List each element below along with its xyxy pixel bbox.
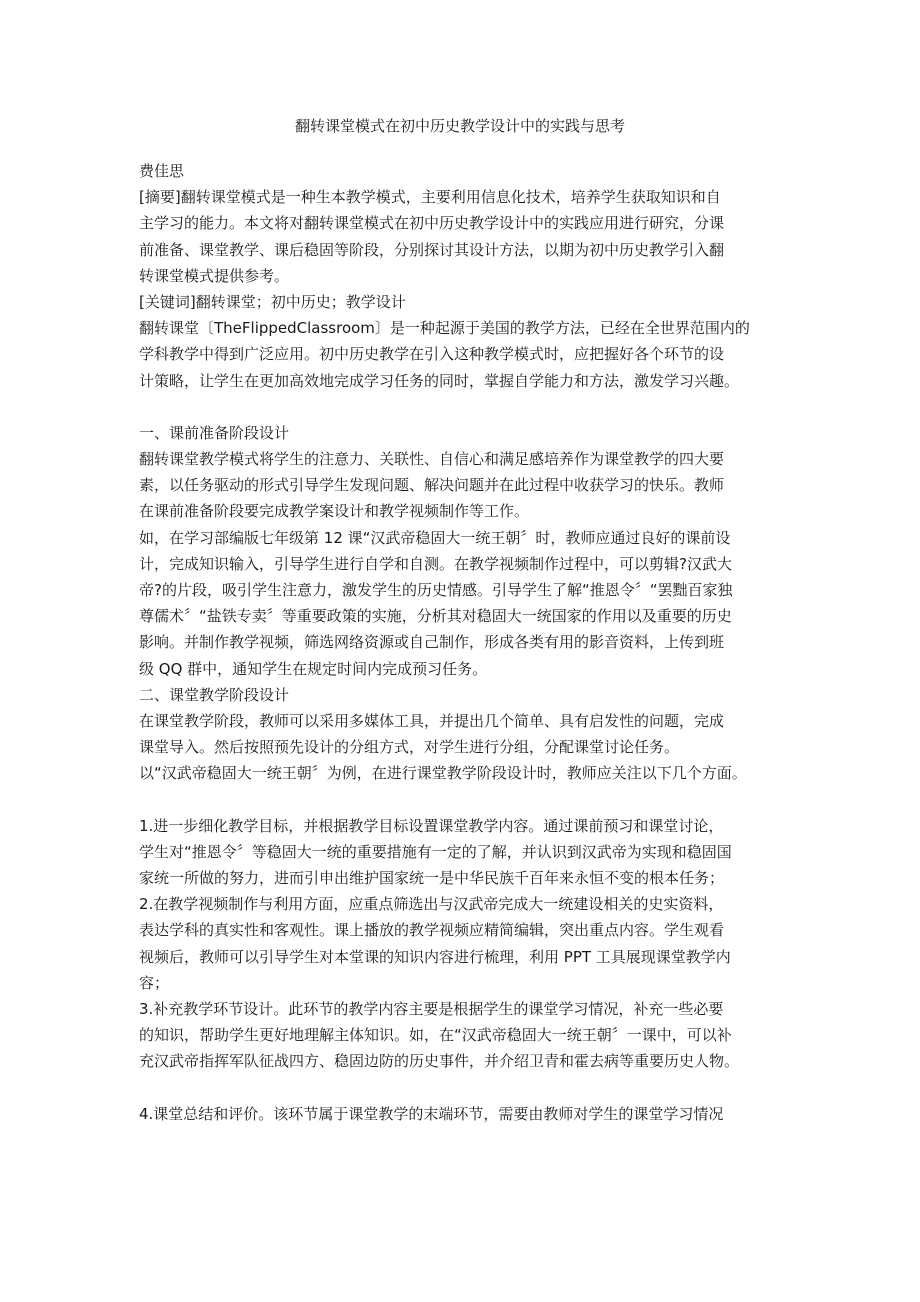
abstract-line: 主学习的能力。本文将对翻转课堂模式在初中历史教学设计中的实践应用进行研究，分课 bbox=[139, 214, 725, 233]
paragraph-line: 翻转课堂教学模式将学生的注意力、关联性、自信心和满足感培养作为课堂教学的四大要 bbox=[139, 450, 725, 469]
paragraph-line: 计策略，让学生在更加高效地完成学习任务的同时，掌握自学能力和方法，激发学习兴趣。 bbox=[139, 371, 740, 390]
paragraph-line: 影响。并制作教学视频，筛选网络资源或自己制作，形成各类有用的影音资料，上传到班 bbox=[139, 633, 725, 652]
list-item-line: 的知识，帮助学生更好地理解主体知识。如，在“汉武帝稳固大一统王朝〞一课中，可以补 bbox=[139, 1026, 732, 1045]
list-item-line: 容； bbox=[139, 973, 170, 992]
list-item-line: 学生对“推恩令〞等稳固大一统的重要措施有一定的了解，并认识到汉武帝为实现和稳固国 bbox=[139, 842, 732, 861]
blank-line bbox=[139, 787, 799, 813]
author-line: 费佳思 bbox=[139, 162, 185, 180]
keywords-line: [关键词]翻转课堂；初中历史；教学设计 bbox=[139, 292, 406, 311]
paragraph-line: 如，在学习部编版七年级第 12 课“汉武帝稳固大一统王朝〞时，教师应通过良好的课前设 bbox=[139, 528, 731, 547]
list-item-line: 家统一所做的努力，进而引申出维护国家统一是中华民族千百年来永恒不变的根本任务； bbox=[139, 869, 725, 888]
paragraph-line: 学科教学中得到广泛应用。初中历史教学在引入这种教学模式时，应把握好各个环节的设 bbox=[139, 345, 725, 364]
paragraph-line: 课堂导入。然后按照预先设计的分组方式，对学生进行分组，分配课堂讨论任务。 bbox=[139, 738, 680, 757]
list-item-line: 3.补充教学环节设计。此环节的教学内容主要是根据学生的课堂学习情况，补充一些必要 bbox=[139, 1000, 724, 1018]
abstract-line: [摘要]翻转课堂模式是一种生本教学模式，主要利用信息化技术，培养学生获取知识和自 bbox=[139, 188, 721, 207]
list-item-line: 表达学科的真实性和客观性。课上播放的教学视频应精简编辑，突出重点内容。学生观看 bbox=[139, 921, 725, 940]
paragraph-line: 计，完成知识输入，引导学生进行自学和自测。在教学视频制作过程中，可以剪辑?汉武大 bbox=[139, 554, 732, 573]
paragraph-line: 翻转课堂〔TheFlippedClassroom〕是一种起源于美国的教学方法，已经在全世界范围内的 bbox=[139, 319, 750, 338]
section-heading: 二、课堂教学阶段设计 bbox=[139, 685, 290, 704]
paragraph-line: 级 QQ 群中，通知学生在规定时间内完成预习任务。 bbox=[139, 659, 488, 678]
blank-line bbox=[139, 394, 799, 420]
abstract-line: 前准备、课堂教学、课后稳固等阶段，分别探讨其设计方法，以期为初中历史教学引入翻 bbox=[139, 240, 725, 259]
list-item-line: 1.进一步细化教学目标，并根据教学目标设置课堂教学内容。通过课前预习和课堂讨论， bbox=[139, 816, 724, 835]
blank-line bbox=[139, 1075, 799, 1101]
paragraph-line: 帝?的片段，吸引学生注意力，激发学生的历史情感。引导学生了解“推恩令〞“罢黜百家独 bbox=[139, 581, 733, 599]
paragraph-line: 在课前准备阶段要完成教学案设计和教学视频制作等工作。 bbox=[139, 502, 530, 521]
paragraph-line: 素，以任务驱动的形式引导学生发现问题、解决问题并在此过程中收获学习的快乐。教师 bbox=[139, 476, 725, 495]
document-title: 翻转课堂模式在初中历史教学设计中的实践与思考 bbox=[294, 117, 625, 135]
list-item-line: 4.课堂总结和评价。该环节属于课堂教学的末端环节，需要由教师对学生的课堂学习情况 bbox=[139, 1104, 724, 1123]
paragraph-line: 尊儒术〞“盐铁专卖〞等重要政策的实施，分析其对稳固大一统国家的作用以及重要的历史 bbox=[139, 607, 732, 626]
list-item-line: 视频后，教师可以引导学生对本堂课的知识内容进行梳理，利用 PPT 工具展现课堂教学内 bbox=[139, 947, 731, 966]
paragraph-line: 以“汉武帝稳固大一统王朝〞为例，在进行课堂教学阶段设计时，教师应关注以下几个方面。 bbox=[139, 764, 747, 783]
document-body bbox=[139, 158, 799, 1127]
paragraph-line: 在课堂教学阶段，教师可以采用多媒体工具，并提出几个简单、具有启发性的问题，完成 bbox=[139, 711, 725, 730]
list-item-line: 充汉武帝指挥军队征战四方、稳固边防的历史事件，并介绍卫青和霍去病等重要历史人物。 bbox=[139, 1052, 740, 1071]
list-item-line: 2.在教学视频制作与利用方面，应重点筛选出与汉武帝完成大一统建设相关的史实资料， bbox=[139, 895, 724, 914]
section-heading: 一、课前准备阶段设计 bbox=[139, 423, 290, 442]
abstract-line: 转课堂模式提供参考。 bbox=[139, 266, 290, 285]
